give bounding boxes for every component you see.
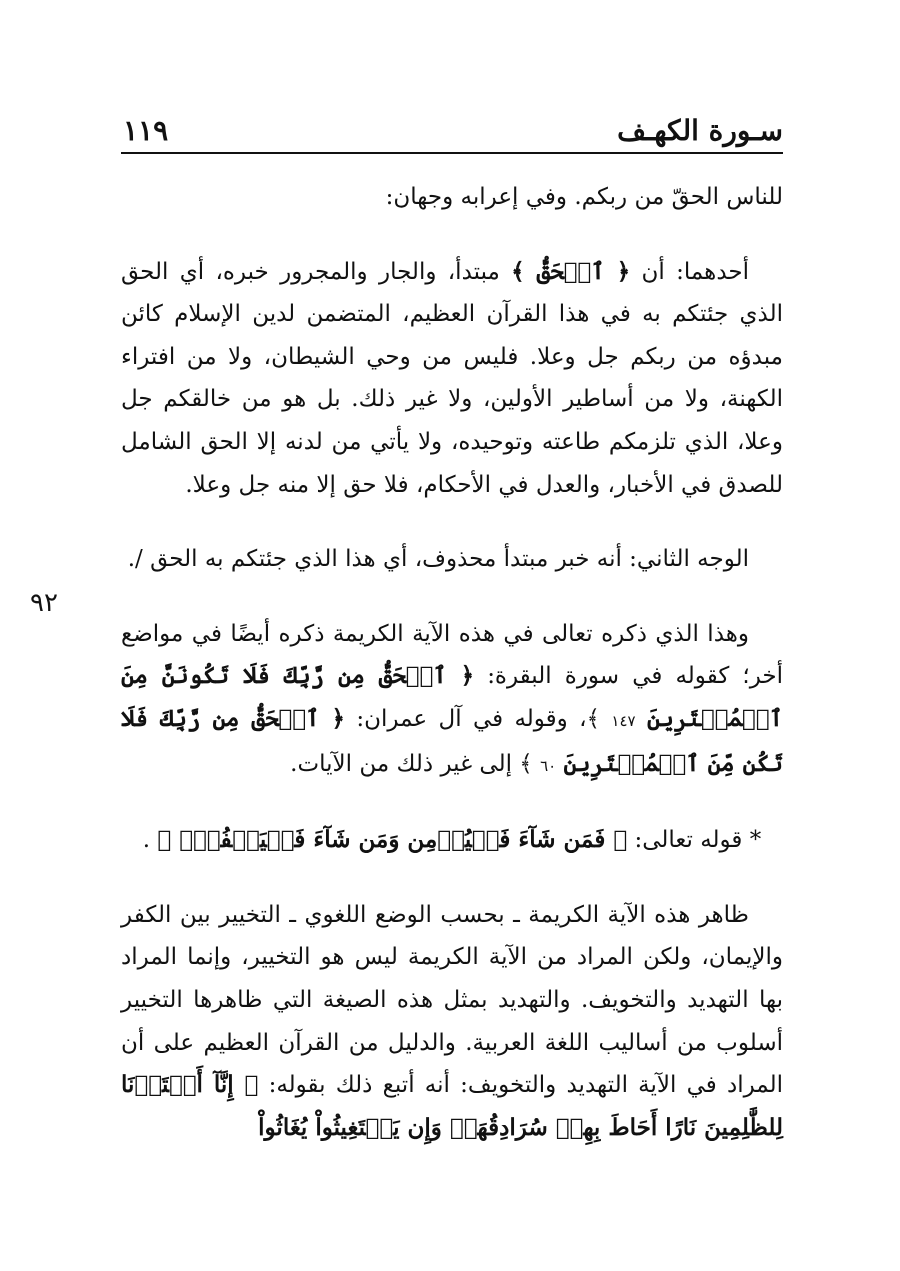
surah-title: سـورة الكهـف <box>617 114 783 147</box>
verse-heading-end: . <box>142 827 151 854</box>
margin-page-reference: ٩٢ <box>30 588 58 618</box>
paragraph-1: للناس الحقّ من ربكم. وفي إعرابه وجهان: <box>385 184 783 210</box>
quran-quote: ﴿ ٱلۡحَقُّ ﴾ <box>511 257 631 285</box>
paragraph-2 <box>121 251 783 507</box>
paragraph-3: الوجه الثاني: أنه خبر مبتدأ محذوف، أي هذا الذي جئتكم به الحق /. <box>127 546 749 573</box>
quran-quote-kahf: ﴿ فَمَن شَآءَ فَلۡيُؤۡمِن وَمَن شَآءَ فَلۡيَكۡفُرۡۚ ﴾ <box>157 826 628 854</box>
quran-quote-baqarah: ﴿ ٱلۡحَقُّ مِن رَّبِّكَ فَلَا تَكُونَنَّ مِنَ ٱلۡمُمۡتَرِينَ <box>121 662 784 732</box>
paragraph-4 <box>121 613 783 787</box>
ayah-number-60: ٦٠ <box>540 756 557 775</box>
paragraph-4-text-c: ﴾ إلى غير ذلك من الآيات. <box>290 750 533 777</box>
header-rule <box>121 152 783 154</box>
running-header <box>121 110 783 152</box>
quran-quote-continuation: ﴿ إِنَّآ أَعۡتَدۡنَا لِلظَّٰلِمِينَ نَارًا أَحَاطَ بِهِمۡ سُرَادِقُهَاۚ وَإِن يَسۡتَغِيثُواْ يُغَاثُواْ <box>121 1071 783 1141</box>
paragraph-2-text-b: مبتدأ، والجار والمجرور خبره، أي الحق الذي جئتكم به في هذا القرآن العظيم، المتضمن لدين الإسلام كائن مبدؤه من ربكم جل وعلا. فليس من وحي الشيطان، ولا من افتراء الكهنة، ولا من أساطير الأولين، ولا غير ذلك. بل هو من خالقكم جل وعلا، الذي تلزمكم طاعته وتوحيده، ولا يأتي من لدنه إلا الحق الشامل للصدق في الأخبار، والعدل في الأحكام، فلا حق إلا منه جل وعلا. <box>121 258 783 498</box>
ayah-number-147: ١٤٧ <box>611 711 636 730</box>
paragraph-2-text-a: أحدهما: أن <box>641 258 749 285</box>
verse-heading-intro: * قوله تعالى: <box>634 827 762 854</box>
quran-quote-al-imran: ﴿ ٱلۡحَقُّ مِن رَّبِّكَ فَلَا تَكُن مِّنَ ٱلۡمُمۡتَرِينَ <box>121 704 783 777</box>
paragraph-6-text-a: ظاهر هذه الآية الكريمة ـ بحسب الوضع اللغوي ـ التخيير بين الكفر والإيمان، ولكن المراد من الآية الكريمة ليس هو التخيير، وإنما المراد بها التهديد والتخويف. والتهديد بمثل هذه الصيغة التي ظاهرها التخيير أسلوب من أساليب اللغة العربية. والدليل من القرآن العظيم على أن المراد في الآية التهديد والتخويف: أنه أتبع ذلك بقوله: <box>121 901 784 1099</box>
paragraph-4-text-a: وهذا الذي ذكره تعالى في هذه الآية الكريمة ذكره أيضًا في مواضع أخر؛ كقوله في سورة البقرة: <box>121 620 784 690</box>
paragraph-6 <box>121 894 783 1150</box>
verse-heading <box>121 819 783 862</box>
paragraph-4-text-b: ﴾، وقوله في آل عمران: <box>356 705 601 732</box>
page-body <box>121 176 783 1181</box>
page-number: ١١٩ <box>123 114 169 147</box>
